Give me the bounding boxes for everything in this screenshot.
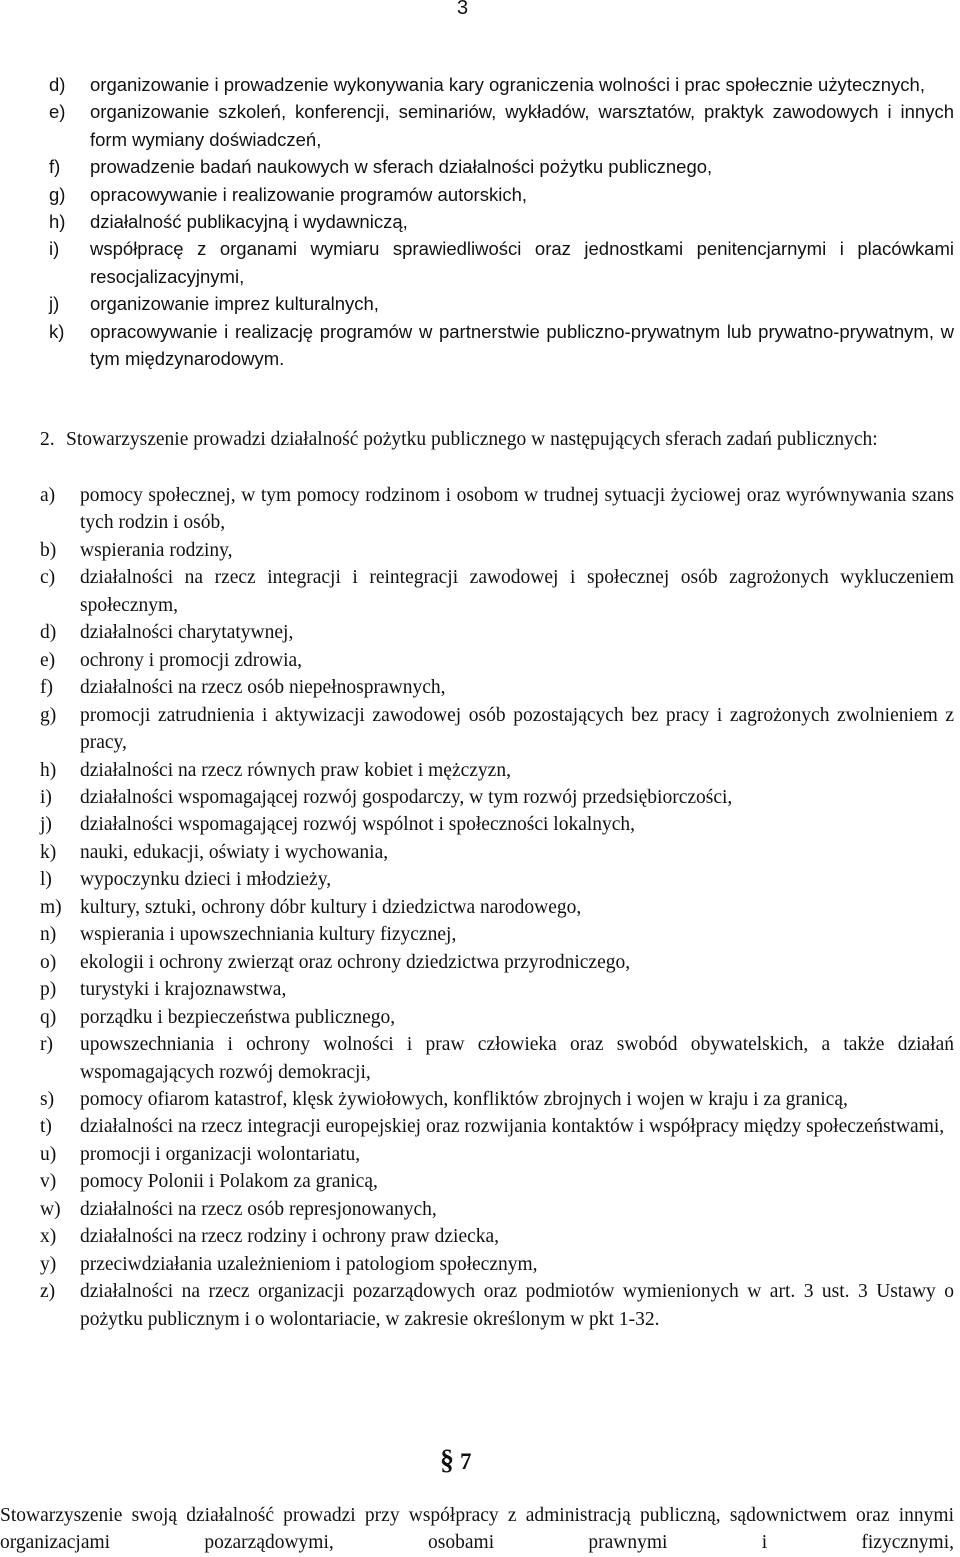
list-item bbox=[0, 153, 960, 180]
list-item-label: w) bbox=[40, 1198, 61, 1220]
list-item-label: z) bbox=[40, 1281, 56, 1303]
list-item bbox=[0, 784, 960, 811]
list-item bbox=[0, 1004, 960, 1031]
list-item bbox=[0, 702, 960, 757]
list-item-label: r) bbox=[40, 1034, 53, 1056]
list-item-text: upowszechniania i ochrony wolności i praw człowieka oraz swobód obywatelskich, a także działań wspomagających rozwój demokracji, bbox=[80, 1034, 954, 1083]
list-item-text: ochrony i promocji zdrowia, bbox=[80, 649, 303, 671]
list-item bbox=[0, 482, 960, 537]
page-number: 3 bbox=[457, 0, 469, 19]
list-item-label: j) bbox=[49, 293, 60, 315]
list-item bbox=[0, 564, 960, 619]
list-item-text: turystyki i krajoznawstwa, bbox=[80, 979, 287, 1001]
list-item-label: e) bbox=[40, 649, 56, 671]
list-item bbox=[0, 647, 960, 674]
list-item bbox=[0, 619, 960, 646]
list-item-label: m) bbox=[40, 896, 62, 918]
section-heading bbox=[440, 1446, 472, 1477]
list-item bbox=[0, 1031, 960, 1086]
list-item-text: działalności na rzecz osób niepełnosprawnych, bbox=[80, 677, 446, 699]
list-item-text: pomocy ofiarom katastrof, klęsk żywiołowych, konfliktów zbrojnych i wojen w kraju i za granicą, bbox=[80, 1088, 848, 1110]
list-item bbox=[0, 674, 960, 701]
list-item-label: k) bbox=[49, 320, 65, 342]
list-item bbox=[0, 71, 960, 98]
list-item bbox=[0, 894, 960, 921]
list-item-text: wspierania rodziny, bbox=[80, 539, 233, 561]
list-item bbox=[0, 98, 960, 153]
list-item-label: k) bbox=[40, 841, 57, 863]
list-item-label: g) bbox=[49, 183, 66, 205]
list-item-label: o) bbox=[40, 951, 57, 973]
list-item-text: organizowanie imprez kulturalnych, bbox=[90, 293, 379, 315]
list-item-label: t) bbox=[40, 1116, 52, 1138]
list-item-label: g) bbox=[40, 704, 57, 726]
list-item bbox=[0, 1251, 960, 1278]
list-item-text: działalności na rzecz integracji europejskiej oraz rozwijania kontaktów i współpracy między społeczeństwami, bbox=[80, 1116, 945, 1138]
list-item-label: j) bbox=[40, 814, 52, 836]
list-item-text: organizowanie i prowadzenie wykonywania kary ograniczenia wolności i prac społecznie użytecznych, bbox=[90, 74, 925, 95]
list-item-text: wspierania i upowszechniania kultury fizycznej, bbox=[80, 924, 457, 946]
list-item-text: działalności na rzecz równych praw kobiet i mężczyzn, bbox=[80, 759, 511, 781]
point-2-number: 2. bbox=[40, 429, 55, 450]
list-item-label: h) bbox=[49, 211, 66, 233]
list-item-text: działalności na rzecz organizacji pozarządowych oraz podmiotów wymienionych w art. 3 ust. 3 Ustawy o pożytku publicznym i o wolontariacie, w zakresie określonym w pkt 1-32. bbox=[80, 1281, 954, 1330]
list-item-label: n) bbox=[40, 924, 57, 946]
list-item-label: q) bbox=[40, 1006, 57, 1028]
list-item-text: działalności wspomagającej rozwój wspólnot i społeczności lokalnych, bbox=[80, 814, 636, 836]
list-item bbox=[0, 537, 960, 564]
list-item bbox=[0, 866, 960, 893]
point-2 bbox=[40, 426, 954, 453]
list-item-text: porządku i bezpieczeństwa publicznego, bbox=[80, 1006, 396, 1028]
list-item-label: d) bbox=[40, 622, 57, 644]
list-item bbox=[0, 1196, 960, 1223]
list-item bbox=[0, 235, 960, 290]
list-item bbox=[0, 1086, 960, 1113]
point-2-text: Stowarzyszenie prowadzi działalność pożytku publicznego w następujących sferach zadań publicznych: bbox=[66, 429, 878, 450]
section-symbol: § bbox=[440, 1445, 454, 1476]
list-item-text: opracowywanie i realizację programów w partnerstwie publiczno-prywatnym lub prywatno-prywatnym, w tym międzynarodowym. bbox=[90, 320, 954, 370]
list-item-label: i) bbox=[49, 238, 60, 260]
closing-paragraph: Stowarzyszenie swoją działalność prowadzi przy współpracy z administracją publiczną, sądownictwem oraz innymi organizacjami pozarządowymi, osobami prawnymi i fizycznymi, bbox=[0, 1505, 954, 1554]
list-item bbox=[0, 1278, 960, 1333]
list-item-label: l) bbox=[40, 869, 52, 891]
list-item-label: c) bbox=[40, 567, 56, 589]
list-item bbox=[0, 318, 960, 373]
list-item bbox=[0, 1168, 960, 1195]
list-item-text: współpracę z organami wymiaru sprawiedliwości oraz jednostkami penitencjarnymi i placówkami resocjalizacyjnymi, bbox=[90, 238, 954, 287]
list-item-text: pomocy Polonii i Polakom za granicą, bbox=[80, 1171, 378, 1193]
list-item-text: nauki, edukacji, oświaty i wychowania, bbox=[80, 841, 389, 863]
list-item bbox=[0, 839, 960, 866]
list-item-text: prowadzenie badań naukowych w sferach działalności pożytku publicznego, bbox=[90, 156, 713, 178]
list-item bbox=[0, 921, 960, 948]
list-item-text: działalności wspomagającej rozwój gospodarczy, w tym rozwój przedsiębiorczości, bbox=[80, 786, 733, 808]
list-item-label: v) bbox=[40, 1171, 57, 1193]
list-item bbox=[0, 976, 960, 1003]
list-item-label: d) bbox=[49, 74, 66, 95]
list-item-text: ekologii i ochrony zwierząt oraz ochrony dziedzictwa przyrodniczego, bbox=[80, 951, 631, 973]
list-item-text: działalności charytatywnej, bbox=[80, 622, 294, 644]
list-item bbox=[0, 208, 960, 235]
list-item-label: h) bbox=[40, 759, 57, 781]
list-item bbox=[0, 949, 960, 976]
list-item-label: u) bbox=[40, 1143, 57, 1165]
list-item-text: pomocy społecznej, w tym pomocy rodzinom i osobom w trudnej sytuacji życiowej oraz wyrównywania szans tych rodzin i osób, bbox=[80, 485, 954, 534]
list-item-label: i) bbox=[40, 786, 52, 808]
list-item-text: promocji i organizacji wolontariatu, bbox=[80, 1143, 361, 1165]
list-item-text: opracowywanie i realizowanie programów autorskich, bbox=[90, 183, 528, 205]
list-item-text: kultury, sztuki, ochrony dóbr kultury i dziedzictwa narodowego, bbox=[80, 896, 582, 918]
list-item bbox=[0, 757, 960, 784]
section2-list bbox=[0, 482, 960, 1333]
list-item-label: b) bbox=[40, 539, 57, 561]
list-item-label: e) bbox=[49, 101, 66, 123]
list-item bbox=[0, 811, 960, 838]
list-item-text: działalności na rzecz integracji i reintegracji zawodowej i społecznej osób zagrożonych wykluczeniem społecznym, bbox=[80, 567, 954, 616]
list-item-text: promocji zatrudnienia i aktywizacji zawodowej osób pozostających bez pracy i zagrożonych zwolnieniem z pracy, bbox=[80, 704, 954, 754]
list-item-label: f) bbox=[49, 156, 61, 178]
list-item-text: działalność publikacyjną i wydawniczą, bbox=[90, 211, 408, 233]
list-item-label: s) bbox=[40, 1088, 55, 1110]
list-item bbox=[0, 1223, 960, 1250]
list-item-text: przeciwdziałania uzależnieniom i patologiom społecznym, bbox=[80, 1253, 538, 1275]
section-number: 7 bbox=[460, 1449, 472, 1474]
list-item bbox=[0, 1113, 960, 1140]
list-item bbox=[0, 290, 960, 317]
list-item-label: a) bbox=[40, 485, 56, 506]
list-item-label: x) bbox=[40, 1226, 57, 1248]
list-item bbox=[0, 1141, 960, 1168]
section1-list bbox=[0, 71, 960, 372]
list-item-text: działalności na rzecz rodziny i ochrony praw dziecka, bbox=[80, 1226, 500, 1248]
list-item-text: działalności na rzecz osób represjonowanych, bbox=[80, 1198, 437, 1220]
list-item bbox=[0, 181, 960, 208]
list-item-text: organizowanie szkoleń, konferencji, seminariów, wykładów, warsztatów, praktyk zawodowych i innych form wymiany doświadczeń, bbox=[90, 101, 954, 150]
list-item-label: f) bbox=[40, 677, 53, 699]
list-item-label: y) bbox=[40, 1253, 57, 1275]
list-item-text: wypoczynku dzieci i młodzieży, bbox=[80, 869, 332, 891]
list-item-label: p) bbox=[40, 979, 57, 1001]
